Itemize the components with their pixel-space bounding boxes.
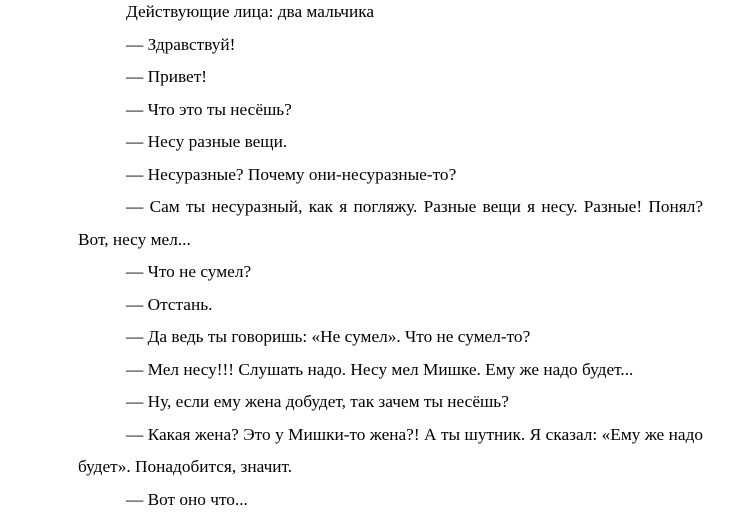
dialogue-line: — Вот оно что...	[78, 484, 703, 516]
dialogue-line: — Сам ты несуразный, как я погляжу. Разные вещи я несу. Разные! Понял? Вот, несу мел...	[78, 191, 703, 256]
dialogue-line: — Отстань.	[78, 289, 703, 322]
dialogue-line: — Что это ты несёшь?	[78, 94, 703, 127]
dialogue-line: — Да ведь ты говоришь: «Не сумел». Что не сумел-то?	[78, 321, 703, 354]
dialogue-line: — Что не сумел?	[78, 256, 703, 289]
dialogue-line: — Какая жена? Это у Мишки-то жена?! А ты шутник. Я сказал: «Ему же надо будет». Понадобится, значит.	[78, 419, 703, 484]
dialogue-line: — Мел несу!!! Слушать надо. Несу мел Мишке. Ему же надо будет...	[78, 354, 703, 387]
dialogue-line: — Несуразные? Почему они-несуразные-то?	[78, 159, 703, 192]
dialogue-line: — Несу разные вещи.	[78, 126, 703, 159]
dialogue-line: — Ну, если ему жена добудет, так зачем ты несёшь?	[78, 386, 703, 419]
dialogue-document	[78, 0, 703, 516]
dialogue-line: — Здравствуй!	[78, 29, 703, 62]
dialogue-line: — Привет!	[78, 61, 703, 94]
cast-heading: Действующие лица: два мальчика	[78, 0, 703, 29]
